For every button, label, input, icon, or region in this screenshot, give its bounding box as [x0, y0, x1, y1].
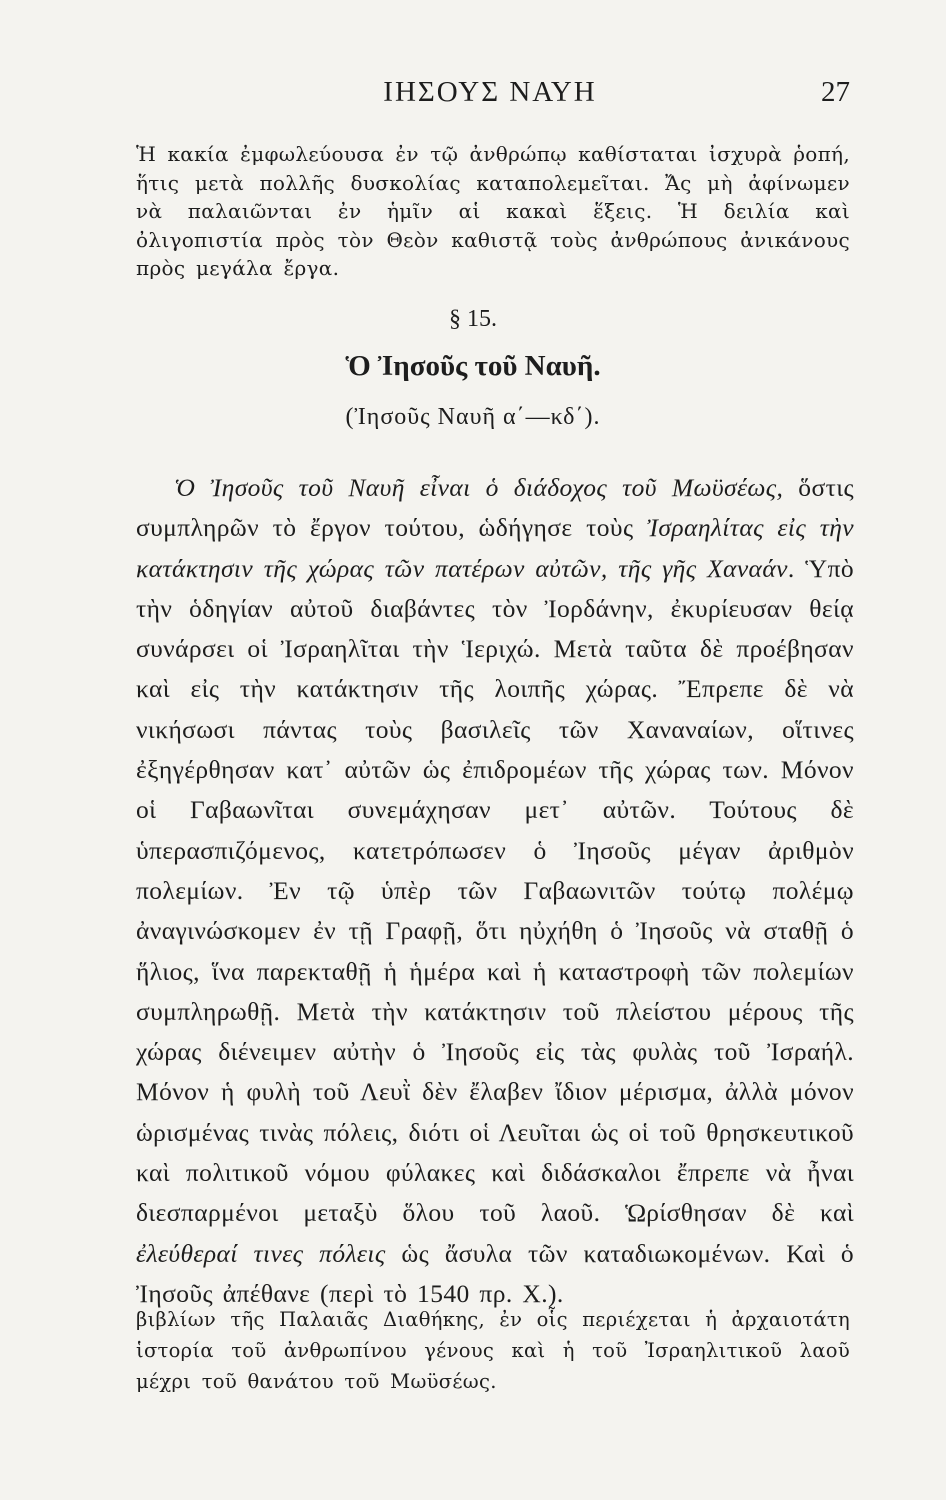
main-text-italic2: ἐλεύθεραί τινες πόλεις — [136, 1238, 386, 1268]
main-text — [136, 468, 854, 1314]
running-header — [130, 76, 850, 116]
top-paragraph — [136, 140, 850, 283]
footnote-text: βιβλίων τῆς Παλαιᾶς Διαθήκης, ἐν οἷς περιέχεται ἡ ἀρχαιοτάτη ἱστορία τοῦ ἀνθρωπίνου γένους καὶ ἡ τοῦ Ἰσραηλιτικοῦ λαοῦ μέχρι τοῦ θανάτου τοῦ Μωϋσέως. — [136, 1308, 850, 1393]
main-text-part2: . Ὑπὸ τὴν ὁδηγίαν αὐτοῦ διαβάντες τὸν Ἰορδάνην, ἐκυρίευσαν θείᾳ συνάρσει οἱ Ἰσραηλῖται τὴν Ἱεριχώ. Μετὰ ταῦτα δὲ προέβησαν καὶ εἰς τὴν κατάκτησιν τῆς λοιπῆς χώρας. Ἔπρεπε δὲ νὰ νικήσωσι πάντας τοὺς βασιλεῖς τῶν Χαναναίων, οἵτινες ἐξηγέρθησαν κατ᾽ αὐτῶν ὡς ἐπιδρομέων τῆς χώρας των. Μόνον οἱ Γαβαωνῖται συνεμάχησαν μετ᾽ αὐτῶν. Τούτους δὲ ὑπερασπιζόμενος, κατετρόπωσεν ὁ Ἰησοῦς μέγαν ἀριθμὸν πολεμίων. Ἐν τῷ ὑπὲρ τῶν Γαβαωνιτῶν τούτῳ πολέμῳ ἀναγινώσκομεν ἐν τῇ Γραφῇ, ὅτι ηὐχήθη ὁ Ἰησοῦς νὰ σταθῇ ὁ ἥλιος, ἵνα παρεκταθῇ ἡ ἡμέρα καὶ ἡ καταστροφὴ τῶν πολεμίων συμπληρωθῇ. Μετὰ τὴν κατάκτησιν τοῦ πλείστου μέρους τῆς χώρας διένειμεν αὐτὴν ὁ Ἰησοῦς εἰς τὰς φυλὰς τοῦ Ἰσραήλ. Μόνον ἡ φυλὴ τοῦ Λευῒ δὲν ἔλαβεν ἴδιον μέρισμα, ἀλλὰ μόνον ὡρισμένας τινὰς πόλεις, διότι οἱ Λευῖται ὡς οἱ τοῦ θρησκευτικοῦ καὶ πολιτικοῦ νόμου φύλακες καὶ διδάσκαλοι ἔπρεπε νὰ ἦναι διεσπαρμένοι μεταξὺ ὅλου τοῦ λαοῦ. Ὡρίσθησαν δὲ καὶ — [136, 553, 854, 1228]
lead-italic: Ὁ Ἰησοῦς τοῦ Ναυῆ εἶναι ὁ διάδοχος τοῦ Μωϋσέως, — [174, 473, 784, 502]
top-paragraph-text: Ἡ κακία ἐμφωλεύουσα ἐν τῷ ἀνθρώπῳ καθίσταται ἰσχυρὰ ῥοπή, ἥτις μετὰ πολλῆς δυσκολίας καταπολεμεῖται. Ἄς μὴ ἀφίνωμεν νὰ παλαιῶνται ἐν ἡμῖν αἱ κακαὶ ἕξεις. Ἡ δειλία καὶ ὀλιγοπιστία πρὸς τὸν Θεὸν καθιστᾷ τοὺς ἀνθρώπους ἀνικάνους πρὸς μεγάλα ἔργα. — [136, 142, 850, 280]
main-paragraph — [136, 468, 854, 1314]
main-text-italic1: Ἰσραηλίτας εἰς τὴν κατάκτησιν τῆς χώρας τῶν πατέρων αὐτῶν, τῆς γῆς Χαναάν — [136, 513, 854, 583]
running-title: ΙΗΣΟΥΣ ΝΑΥΗ — [383, 76, 597, 108]
section-title: Ὁ Ἰησοῦς τοῦ Ναυῆ. — [345, 350, 601, 382]
main-text-part3: ὡς ἄσυλα τῶν καταδιωκομένων. Καὶ ὁ Ἰησοῦς ἀπέθανε (περὶ τὸ 1540 πρ. Χ.). — [136, 1238, 854, 1308]
section-reference: (Ἰησοῦς Ναυῆ α΄—κδ΄). — [345, 404, 601, 430]
main-text-part1: ὅστις συμπληρῶν τὸ ἔργον τούτου, ὡδήγησε τοὺς — [136, 473, 854, 543]
section-number: § 15. — [449, 306, 497, 332]
footnote — [136, 1304, 850, 1397]
page-number: 27 — [821, 76, 850, 108]
